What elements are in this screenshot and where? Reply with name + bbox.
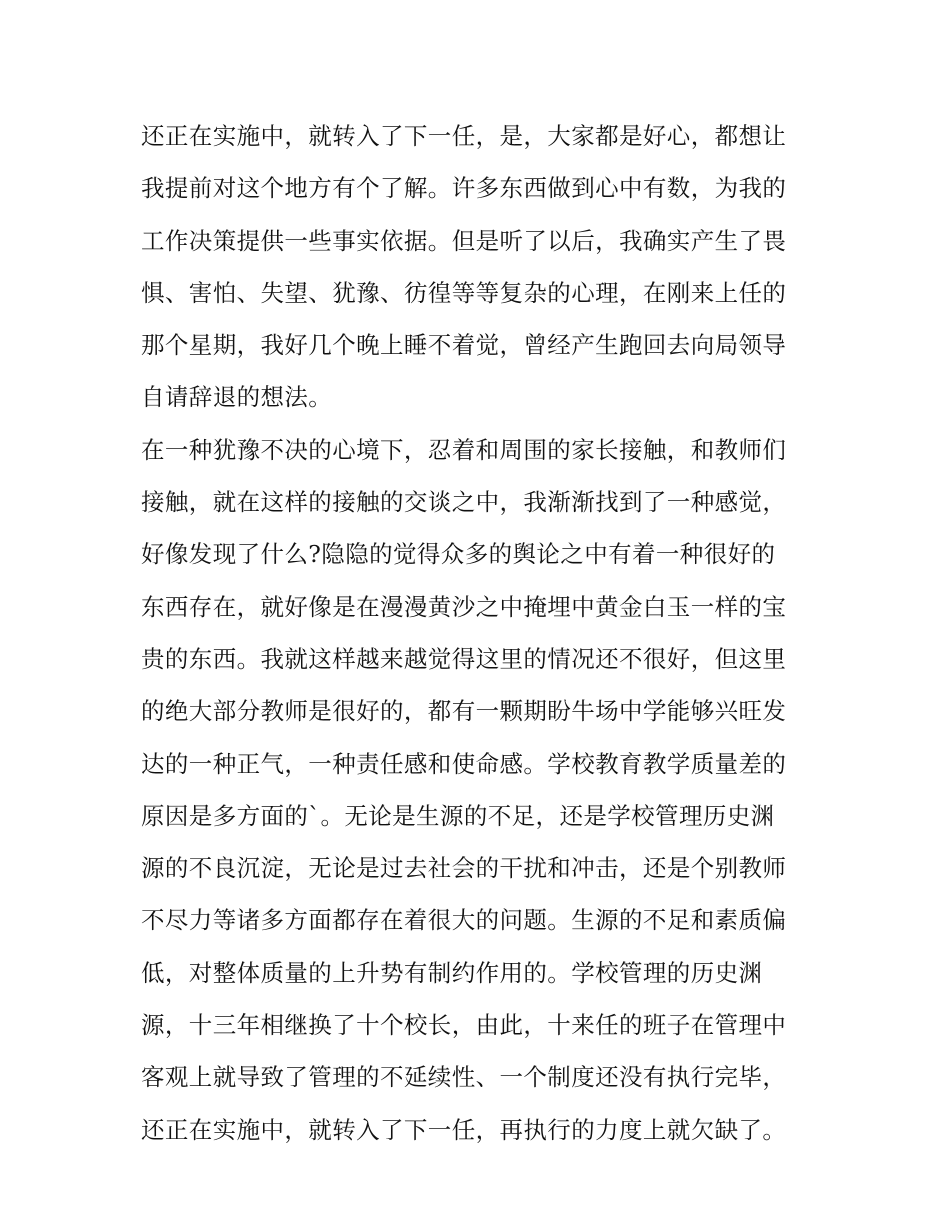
text-line: 在一种犹豫不决的心境下，忍着和周围的家长接触，和教师们	[141, 435, 787, 464]
text-line: 源，十三年相继换了十个校长，由此，十来任的班子在管理中	[141, 1011, 787, 1040]
text-line: 好像发现了什么?隐隐的觉得众多的舆论之中有着一种很好的	[141, 540, 776, 569]
text-line: 还正在实施中，就转入了下一任，是，大家都是好心，都想让	[141, 122, 787, 150]
text-line: 源的不良沉淀，无论是过去社会的干扰和冲击，还是个别教师	[141, 854, 787, 883]
text-line: 工作决策提供一些事实依据。但是听了以后，我确实产生了畏	[141, 226, 787, 255]
document-body	[141, 110, 821, 1156]
text-line: 达的一种正气，一种责任感和使命感。学校教育教学质量差的	[141, 749, 787, 778]
text-line: 那个星期，我好几个晚上睡不着觉，曾经产生跑回去向局领导	[141, 331, 787, 360]
text-line: 我提前对这个地方有个了解。许多东西做到心中有数，为我的	[141, 174, 787, 203]
text-line: 客观上就导致了管理的不延续性、一个制度还没有执行完毕，	[141, 1063, 787, 1092]
text-line: 还正在实施中，就转入了下一任，再执行的力度上就欠缺了。	[141, 1115, 787, 1144]
text-line: 自请辞退的想法。	[141, 383, 333, 412]
text-line: 原因是多方面的`。无论是生源的不足，还是学校管理历史渊	[141, 801, 775, 830]
text-line: 贵的东西。我就这样越来越觉得这里的情况还不很好，但这里	[141, 644, 787, 673]
text-line: 低，对整体质量的上升势有制约作用的。学校管理的历史渊	[141, 958, 763, 987]
text-line: 接触，就在这样的接触的交谈之中，我渐渐找到了一种感觉，	[141, 488, 787, 517]
text-line: 的绝大部分教师是很好的，都有一颗期盼牛场中学能够兴旺发	[141, 697, 787, 726]
text-line: 东西存在，就好像是在漫漫黄沙之中掩埋中黄金白玉一样的宝	[141, 592, 787, 621]
text-line: 惧、害怕、失望、犹豫、彷徨等等复杂的心理，在刚来上任的	[141, 278, 787, 307]
text-line: 不尽力等诸多方面都存在着很大的问题。生源的不足和素质偏	[141, 906, 787, 935]
